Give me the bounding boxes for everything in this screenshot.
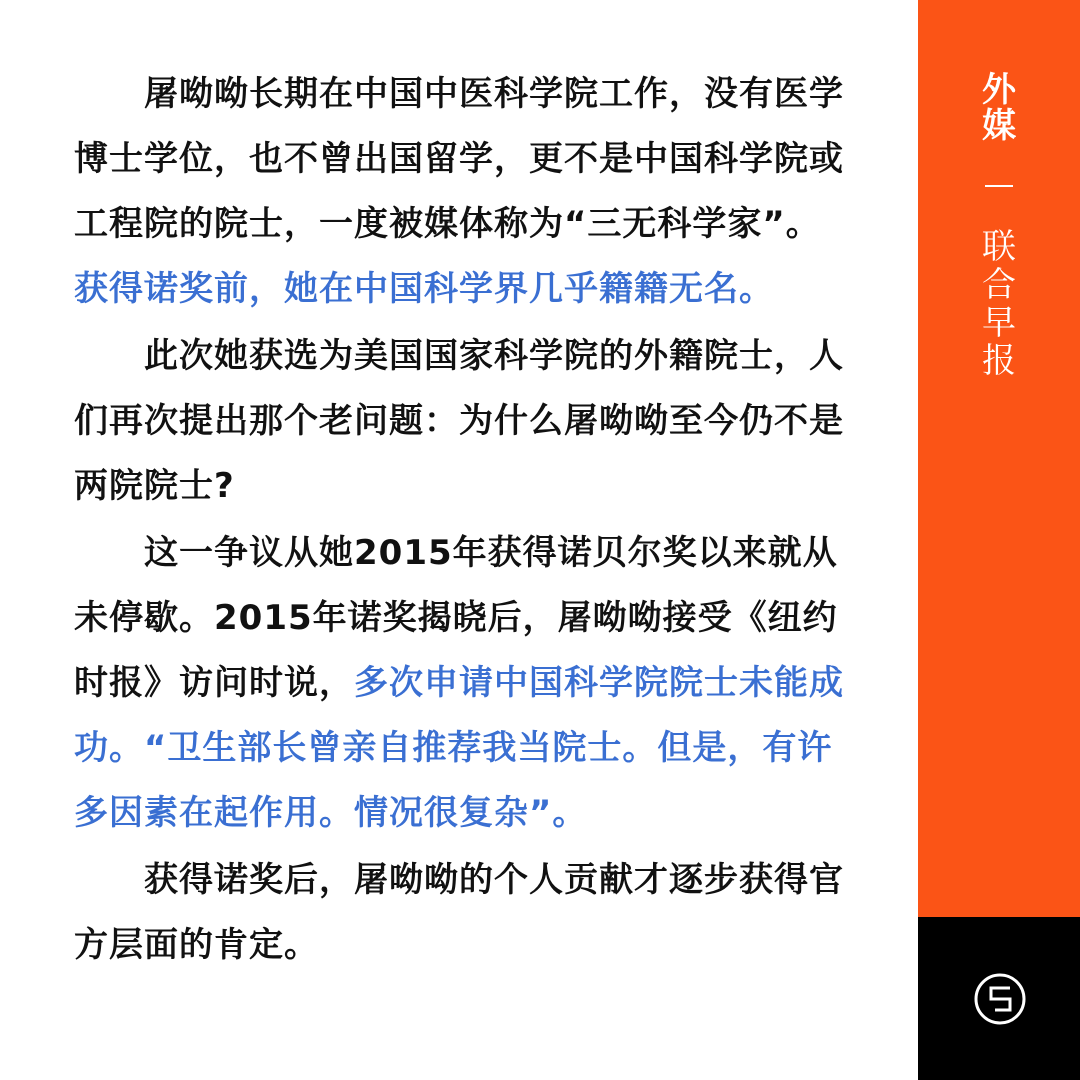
paragraph-4 xyxy=(74,848,854,978)
paragraph-1 xyxy=(74,62,854,322)
paragraph-4-text: 获得诺奖后，屠呦呦的个人贡献才逐步获得官方层面的肯定。 xyxy=(74,860,844,965)
sidebar-accent-panel xyxy=(918,0,1080,917)
sidebar-divider xyxy=(985,185,1013,187)
category-char: 媒 xyxy=(982,106,1016,146)
category-label xyxy=(918,72,1080,144)
sidebar-footer xyxy=(918,917,1080,1080)
source-char: 联 xyxy=(982,227,1016,267)
source-char: 报 xyxy=(982,341,1016,381)
source-char: 早 xyxy=(982,303,1016,343)
sidebar xyxy=(918,0,1080,1080)
paragraph-2-text: 此次她获选为美国国家科学院的外籍院士，人们再次提出那个老问题：为什么屠呦呦至今仍不是两院院士? xyxy=(74,336,844,506)
publisher-logo-icon xyxy=(973,972,1027,1026)
category-char: 外 xyxy=(982,70,1016,110)
source-char: 合 xyxy=(982,265,1016,305)
source-label xyxy=(918,228,1080,380)
paragraph-3-text: 这一争议从她2015年获得诺贝尔奖以来就从未停歇。2015年诺奖揭晓后，屠呦呦接受《纽约时报》访问时说， xyxy=(74,533,838,703)
paragraph-2 xyxy=(74,324,854,519)
paragraph-3-highlight: 多次申请中国科学院院士未能成功。“卫生部长曾亲自推荐我当院士。但是，有许多因素在起作用。情况很复杂”。 xyxy=(74,663,844,833)
article-body xyxy=(74,62,854,980)
paragraph-3 xyxy=(74,521,854,846)
paragraph-1-text: 屠呦呦长期在中国中医科学院工作，没有医学博士学位，也不曾出国留学，更不是中国科学院或工程院的院士，一度被媒体称为“三无科学家”。 xyxy=(74,74,844,244)
paragraph-1-highlight: 获得诺奖前，她在中国科学界几乎籍籍无名。 xyxy=(74,269,774,309)
